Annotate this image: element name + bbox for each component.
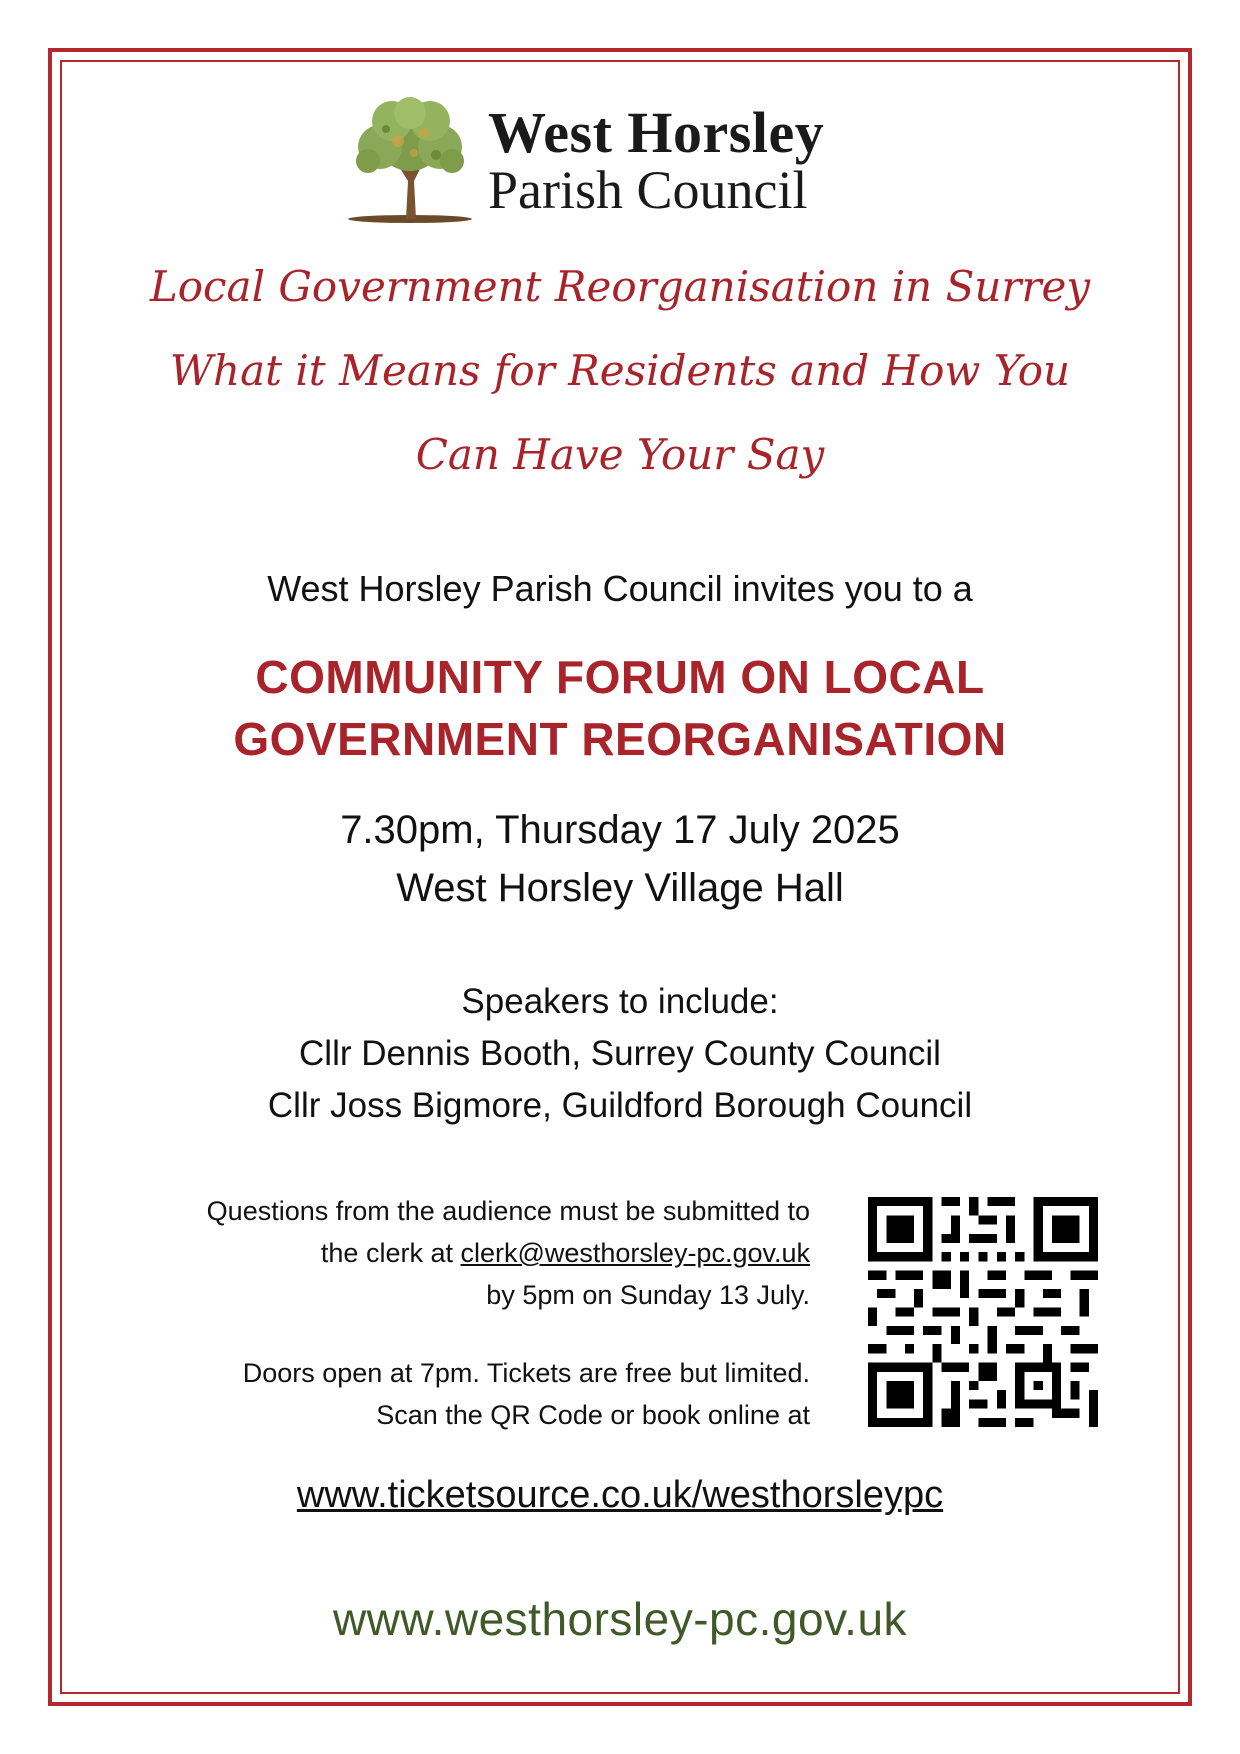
speaker-item: Cllr Dennis Booth, Surrey County Council xyxy=(299,1034,941,1073)
questions-prefix: the clerk at xyxy=(320,1238,461,1268)
speaker-item: Cllr Joss Bigmore, Guildford Borough Council xyxy=(267,1086,973,1125)
tree-icon xyxy=(340,95,480,225)
invite-text: West Horsley Parish Council invites you to a xyxy=(267,568,973,609)
forum-title-line-2: GOVERNMENT REORGANISATION xyxy=(233,713,1007,765)
doors-line-2: Scan the QR Code or book online at xyxy=(376,1400,810,1430)
questions-line-1: Questions from the audience must be submitted to xyxy=(206,1196,810,1226)
headline-line-3: Can Have Your Say xyxy=(415,430,825,479)
speakers-heading: Speakers to include: xyxy=(461,982,779,1021)
logo-title: West Horsley xyxy=(488,100,825,165)
forum-title-line-1: COMMUNITY FORUM ON LOCAL xyxy=(255,651,985,703)
ticketsource-link[interactable]: www.ticketsource.co.uk/westhorsleypc xyxy=(296,1474,944,1516)
logo-subtitle: Parish Council xyxy=(488,160,808,220)
questions-line-3: by 5pm on Sunday 13 July. xyxy=(486,1280,810,1310)
qr-code-icon[interactable] xyxy=(868,1197,1098,1427)
event-venue: West Horsley Village Hall xyxy=(396,866,844,910)
doors-line-1: Doors open at 7pm. Tickets are free but limited. xyxy=(242,1358,810,1388)
headline-line-2: What it Means for Residents and How You xyxy=(169,346,1071,395)
parish-website-link[interactable]: www.westhorsley-pc.gov.uk xyxy=(332,1593,908,1645)
questions-line-2 xyxy=(321,1238,810,1269)
event-datetime: 7.30pm, Thursday 17 July 2025 xyxy=(340,808,900,852)
parish-logo xyxy=(340,95,900,225)
headline-line-1: Local Government Reorganisation in Surrey xyxy=(149,262,1091,311)
clerk-email-link[interactable]: clerk@westhorsley-pc.gov.uk xyxy=(460,1238,810,1268)
